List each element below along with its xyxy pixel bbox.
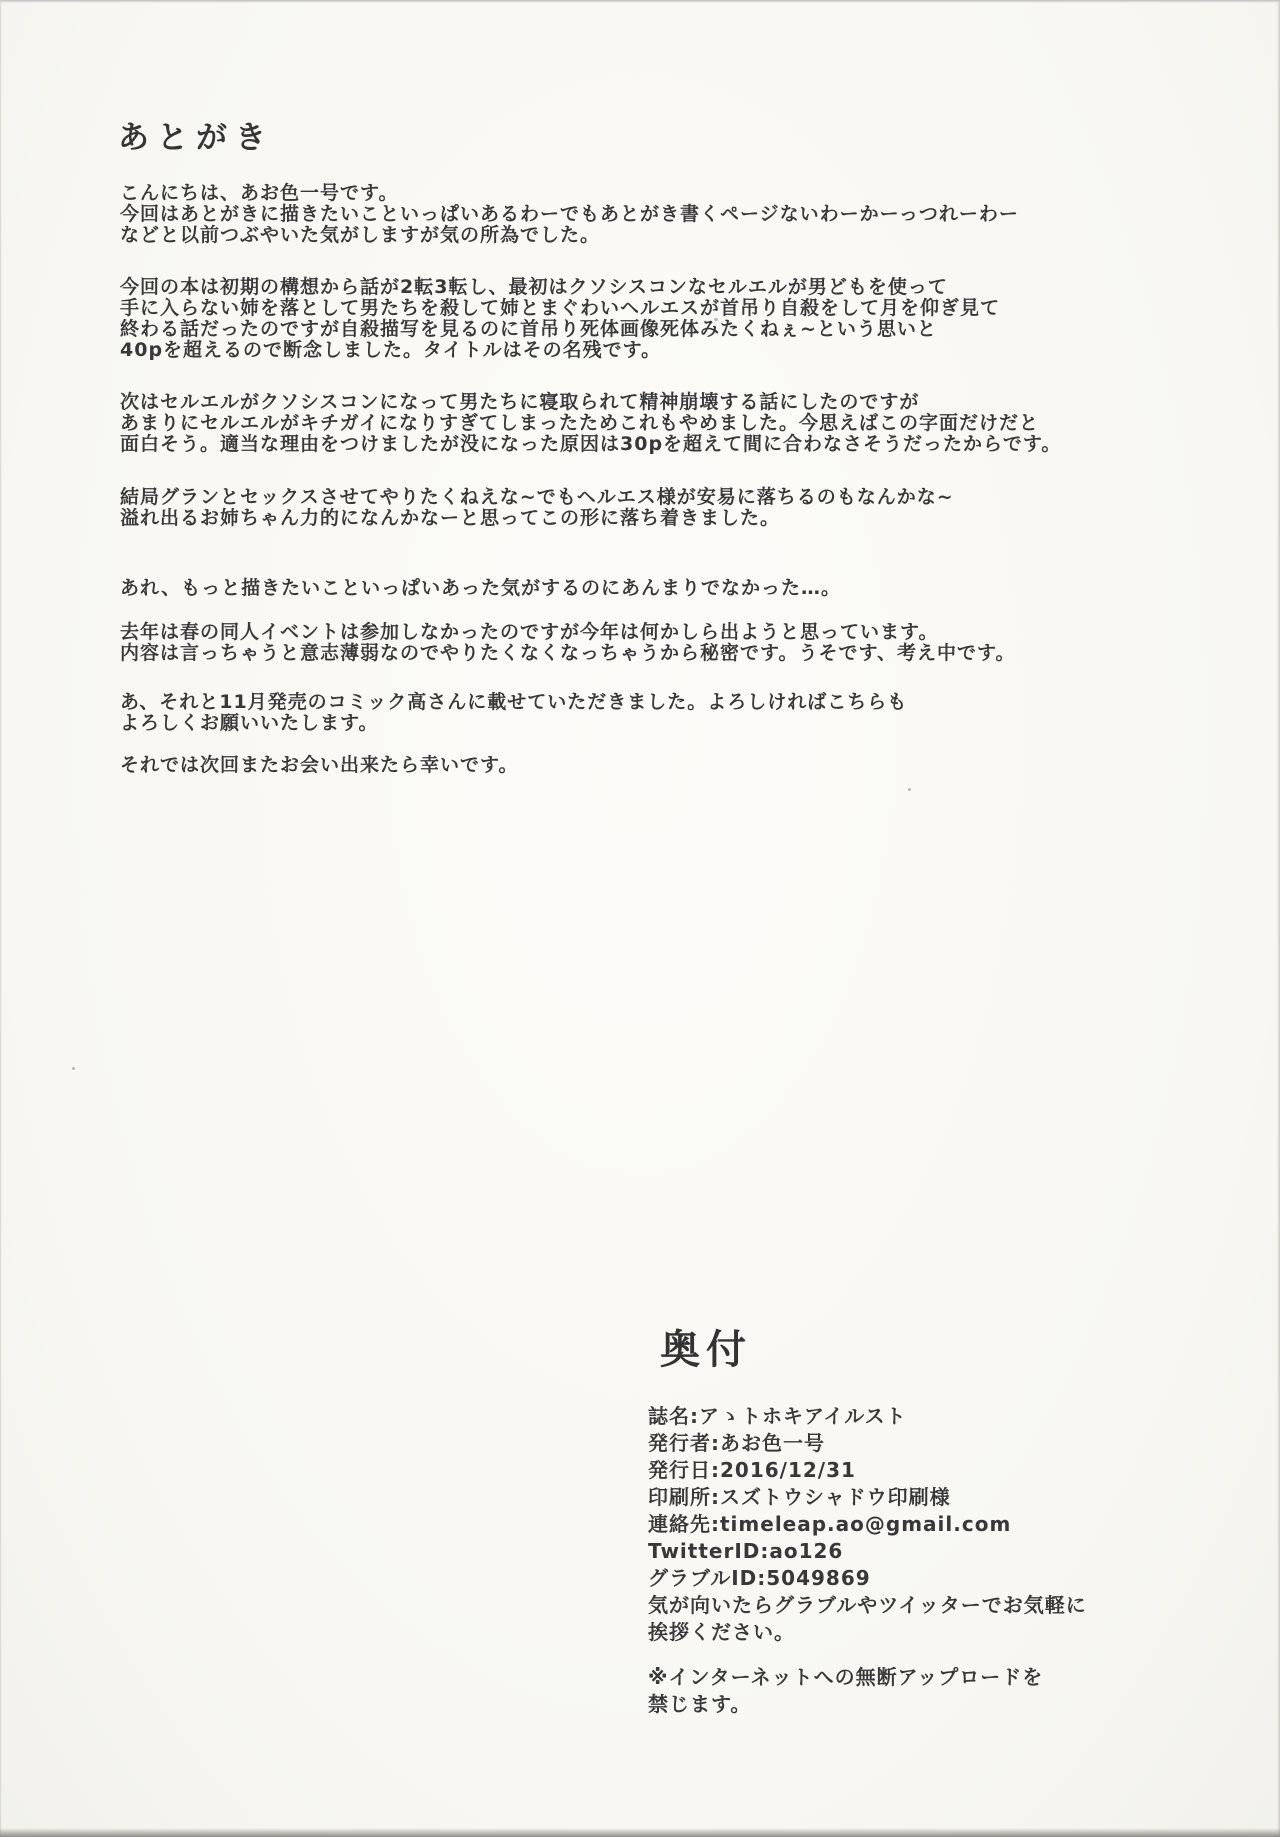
body-text-line: 面白そう。適当な理由をつけましたが没になった原因は30pを超えて間に合わなさそうだったからです。 [120, 433, 1062, 455]
body-text-line: よろしくお願いいたします。 [120, 712, 379, 734]
upload-prohibition-note [648, 1664, 1043, 1718]
body-text-line: あ、それと11月発売のコミック高さんに載せていただきました。よろしければこちらも [120, 691, 908, 713]
body-text-line: こんにちは、あお色一号です。 [120, 182, 399, 204]
colophon-title: 奥付 [660, 1327, 752, 1373]
paragraph-closing [120, 755, 518, 776]
body-text-line: 40pを超えるので断念しました。タイトルはその名残です。 [120, 339, 662, 361]
body-text-line: それでは次回またお会い出来たら幸いです。 [120, 754, 519, 776]
body-text-line: 溢れ出るお姉ちゃん力的になんかなーと思ってこの形に落ち着きました。 [120, 507, 781, 529]
scan-edge-top [0, 0, 1280, 3]
paragraph-second-concept [120, 392, 1061, 455]
note-line: 禁じます。 [648, 1692, 752, 1716]
body-text-line: 今回の本は初期の構想から話が2転3転し、最初はクソシスコンなセルエルが男どもを使って [120, 276, 948, 298]
body-text-line: あれ、もっと描きたいこといっぱいあった気がするのにあんまりでなかった…。 [120, 577, 841, 599]
colophon-line-greeting1: 気が向いたらグラブルやツイッターでお気軽に [648, 1593, 1087, 1617]
colophon-line-printer: 印刷所:スズトウシャドウ印刷様 [648, 1485, 951, 1509]
body-text-line: あまりにセルエルがキチガイになりすぎてしまったためこれもやめました。今思えばこの字面だけだと [120, 412, 1040, 434]
scan-edge-left [0, 0, 2, 1837]
colophon-line-publisher: 発行者:あお色一号 [648, 1431, 825, 1455]
colophon-line-twitter: TwitterID:ao126 [648, 1539, 844, 1563]
body-text-line: 手に入らない姉を落として男たちを殺して姉とまぐわいヘルエスが首吊り自殺をして月を仰ぎ見て [120, 297, 1001, 319]
colophon-block [648, 1403, 1087, 1646]
colophon-line-date: 発行日:2016/12/31 [648, 1458, 856, 1482]
body-text-line: 内容は言っちゃうと意志薄弱なのでやりたくなくなっちゃうから秘密です。うそです、考え中です。 [120, 642, 1016, 664]
scan-speck [72, 1067, 75, 1070]
body-text-line: などと以前つぶやいた気がしますが気の所為でした。 [120, 224, 601, 246]
paragraph-final-form [120, 487, 954, 529]
colophon-line-contact: 連絡先:timeleap.ao@gmail.com [648, 1512, 1012, 1536]
body-text-line: 去年は春の同人イベントは参加しなかったのですが今年は何かしら出ようと思っています。 [120, 621, 939, 643]
page-title: あとがき [118, 120, 274, 156]
body-text-line: 終わる話だったのですが自殺描写を見るのに首吊り死体画像死体みたくねぇ~という思いと [120, 318, 937, 340]
colophon-line-greeting2: 挨拶ください。 [648, 1620, 795, 1644]
paragraph-greeting [120, 183, 1019, 246]
scan-edge-bottom [0, 1828, 1280, 1837]
body-text-line: 結局グランとセックスさせてやりたくねえな~でもヘルエス様が安易に落ちるのもなんかな~ [120, 486, 954, 508]
paragraph-comic-plug [120, 692, 907, 734]
body-text-line: 次はセルエルがクソシスコンになって男たちに寝取られて精神崩壊する話にしたのですが [120, 391, 920, 413]
body-text-line: 今回はあとがきに描きたいこといっぱいあるわーでもあとがき書くページないわーかーっつれーわー [120, 203, 1019, 225]
scan-speck [908, 788, 911, 791]
paragraph-events [120, 622, 1015, 664]
colophon-line-granblue: グラブルID:5049869 [648, 1566, 871, 1590]
colophon-line-title: 誌名:アゝトホキアイルスト [648, 1404, 907, 1428]
note-line: ※インターネットへの無断アップロードを [648, 1665, 1044, 1689]
paragraph-aside [120, 578, 841, 599]
paragraph-first-concept [120, 277, 1000, 361]
